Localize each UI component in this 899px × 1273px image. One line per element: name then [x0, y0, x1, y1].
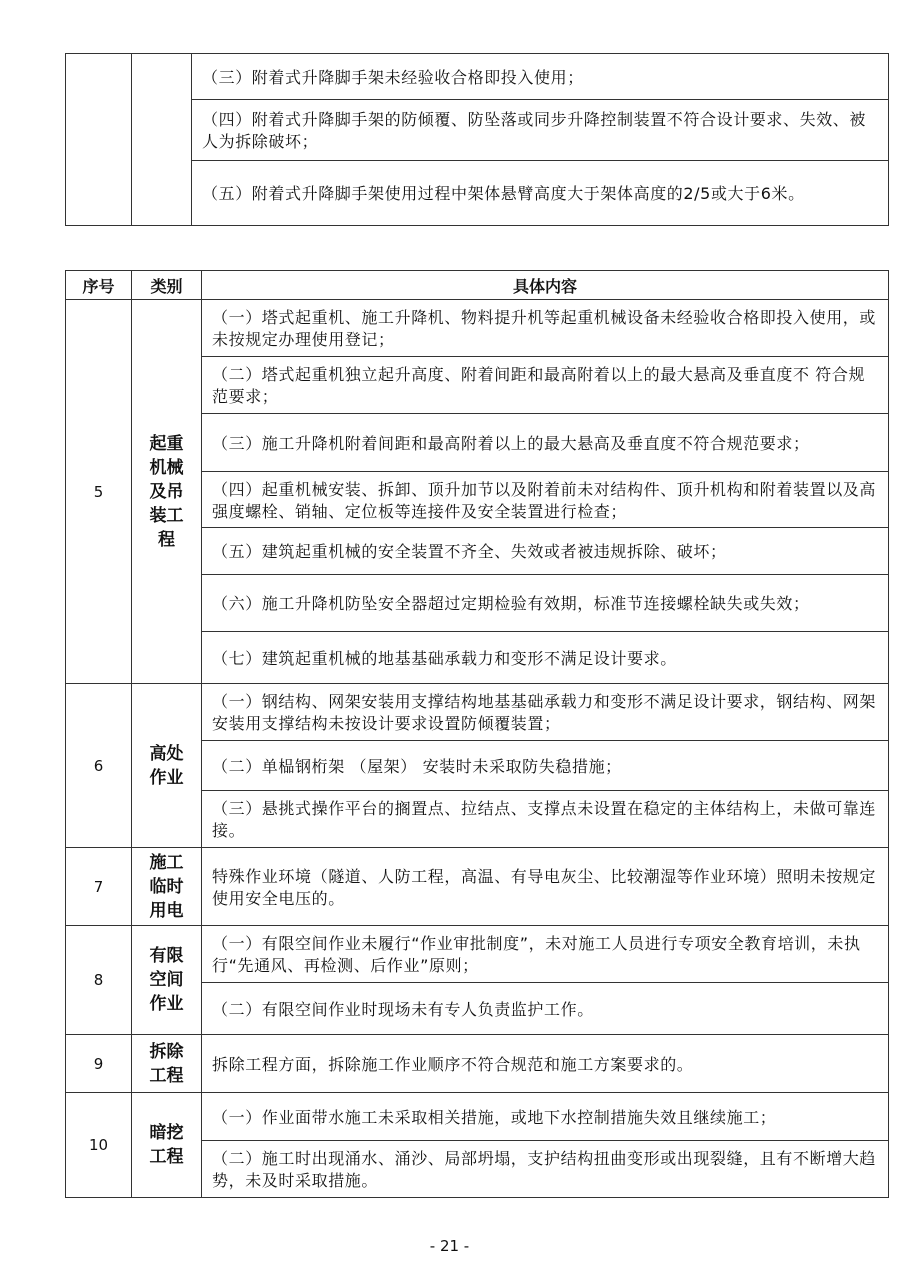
content-item: （三）悬挑式操作平台的搁置点、拉结点、支撑点未设置在稳定的主体结构上，未做可靠连接。	[202, 791, 889, 848]
content-item: （七）建筑起重机械的地基基础承载力和变形不满足设计要求。	[202, 632, 889, 684]
content-item: （一）有限空间作业未履行“作业审批制度”，未对施工人员进行专项安全教育培训，未执行“先通风、再检测、后作业”原则；	[202, 926, 889, 983]
category-cell	[132, 926, 202, 1035]
header-seq: 序号	[66, 271, 132, 300]
content-item: （五）附着式升降脚手架使用过程中架体悬臂高度大于架体高度的2/5或大于6米。	[192, 161, 889, 226]
category-label: 起重机械及吊装工程	[149, 433, 184, 550]
continuation-category-cell	[132, 54, 192, 226]
content-item: （三）施工升降机附着间距和最高附着以上的最大悬高及垂直度不符合规范要求；	[202, 414, 889, 472]
content-item: （二）施工时出现涌水、涌沙、局部坍塌，支护结构扭曲变形或出现裂缝，且有不断增大趋势，未及时采取措施。	[202, 1141, 889, 1198]
category-label: 拆除工程	[149, 1041, 184, 1086]
continuation-seq-cell	[66, 54, 132, 226]
content-item: （一）钢结构、网架安装用支撑结构地基基础承载力和变形不满足设计要求，钢结构、网架安装用支撑结构未按设计要求设置防倾覆装置；	[202, 684, 889, 741]
category-label: 施工临时用电	[149, 852, 184, 921]
content-item: （五）建筑起重机械的安全装置不齐全、失效或者被违规拆除、破坏；	[202, 528, 889, 575]
content-item: （六）施工升降机防坠安全器超过定期检验有效期，标准节连接螺栓缺失或失效；	[202, 575, 889, 632]
content-item: 特殊作业环境（隧道、人防工程，高温、有导电灰尘、比较潮湿等作业环境）照明未按规定使用安全电压的。	[202, 848, 889, 926]
category-label: 有限空间作业	[149, 946, 184, 1014]
content-item: （一）作业面带水施工未采取相关措施，或地下水控制措施失效且继续施工；	[202, 1093, 889, 1141]
content-item: （二）有限空间作业时现场未有专人负责监护工作。	[202, 983, 889, 1035]
continuation-table	[65, 53, 889, 226]
seq-cell: 5	[66, 300, 132, 684]
content-item: （四）起重机械安装、拆卸、顶升加节以及附着前未对结构件、顶升机构和附着装置以及高强度螺栓、销轴、定位板等连接件及安全装置进行检查；	[202, 472, 889, 528]
category-cell	[132, 848, 202, 926]
content-item: （二）塔式起重机独立起升高度、附着间距和最高附着以上的最大悬高及垂直度不 符合规范要求；	[202, 357, 889, 414]
header-content: 具体内容	[202, 271, 889, 300]
content-item: （三）附着式升降脚手架未经验收合格即投入使用；	[192, 54, 889, 100]
category-cell	[132, 1035, 202, 1093]
category-cell	[132, 1093, 202, 1198]
seq-cell: 10	[66, 1093, 132, 1198]
content-item: （一）塔式起重机、施工升降机、物料提升机等起重机械设备未经验收合格即投入使用，或未按规定办理使用登记；	[202, 300, 889, 357]
hazard-table	[65, 270, 889, 1198]
category-cell	[132, 300, 202, 684]
seq-cell: 6	[66, 684, 132, 848]
category-cell	[132, 684, 202, 848]
content-item: （四）附着式升降脚手架的防倾覆、防坠落或同步升降控制装置不符合设计要求、失效、被人为拆除破坏；	[192, 100, 889, 161]
category-label: 高处作业	[149, 743, 184, 788]
seq-cell: 7	[66, 848, 132, 926]
category-label: 暗挖工程	[149, 1123, 184, 1167]
seq-cell: 9	[66, 1035, 132, 1093]
seq-cell: 8	[66, 926, 132, 1035]
page-number: - 21 -	[429, 1237, 470, 1255]
content-item: （二）单榀钢桁架 （屋架） 安装时未采取防失稳措施；	[202, 741, 889, 791]
content-item: 拆除工程方面，拆除施工作业顺序不符合规范和施工方案要求的。	[202, 1035, 889, 1093]
header-category: 类别	[132, 271, 202, 300]
